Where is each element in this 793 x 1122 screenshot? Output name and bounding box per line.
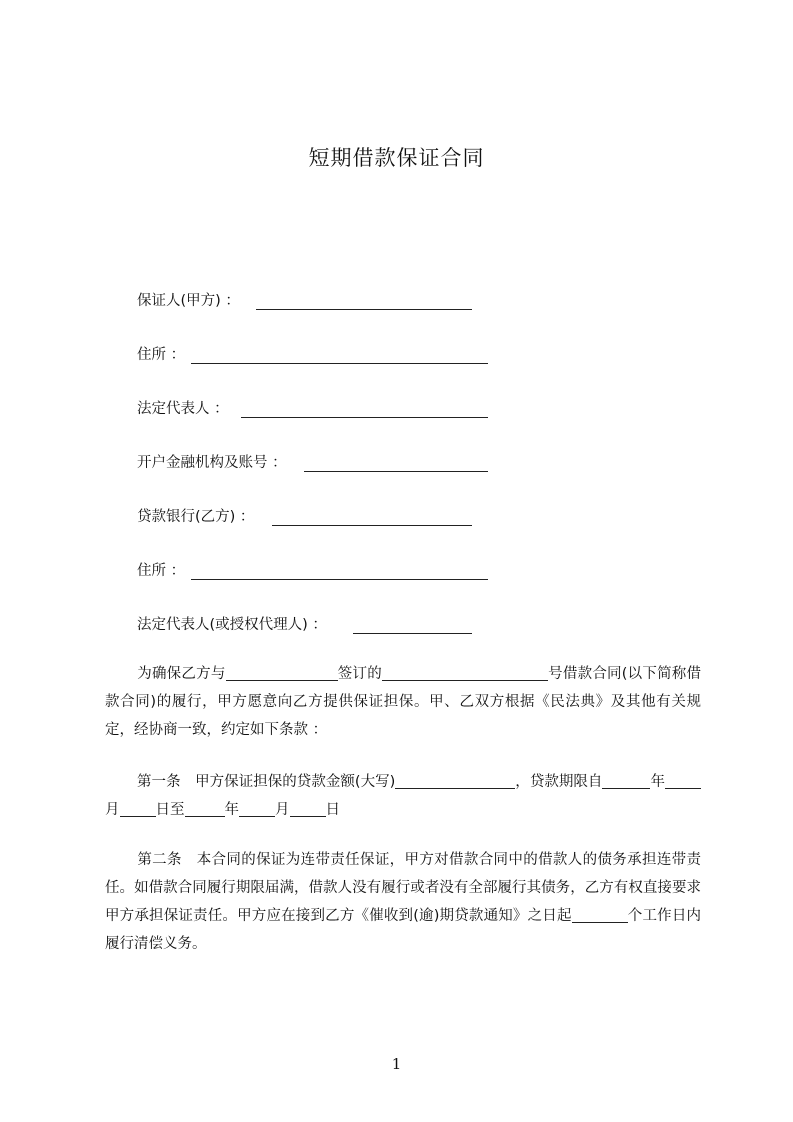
lender-representative-label: 法定代表人(或授权代理人) ： [137, 617, 327, 633]
lender-field [137, 507, 254, 527]
intro-text-1: 为确保乙方与 [137, 666, 226, 682]
start-month-blank[interactable] [665, 772, 701, 789]
intro-text-2: 签订的 [337, 666, 382, 682]
lender-representative-field [137, 615, 327, 635]
lender-address-label: 住所 ： [137, 563, 186, 579]
guarantor-representative-field [137, 399, 229, 419]
guarantor-field [137, 291, 240, 311]
guarantor-address-field [137, 345, 185, 365]
article-1-text-2: ，贷款期限自 [515, 774, 603, 790]
article-2-text-2: 个工作日内履行清偿义务。 [105, 908, 702, 952]
article-1-text-1: 第一条 甲方保证担保的贷款金额(大写) [137, 774, 396, 790]
guarantor-address-label: 住所 ： [137, 347, 186, 363]
working-days-blank[interactable] [572, 906, 628, 923]
article-1-day-2: 日 [325, 802, 340, 818]
guarantor-address-blank[interactable] [191, 363, 488, 364]
lender-label: 贷款银行(乙方) ： [137, 509, 255, 525]
intro-contract-number-blank[interactable] [382, 664, 548, 681]
bank-account-blank[interactable] [304, 471, 488, 472]
article-1-month-1: 月 [105, 802, 120, 818]
article-1-year-2: 年 [224, 802, 239, 818]
end-day-blank[interactable] [290, 800, 326, 817]
guarantor-representative-label: 法定代表人 ： [137, 401, 229, 417]
article-1-year-1: 年 [650, 774, 666, 790]
article-2-paragraph [105, 846, 701, 958]
end-month-blank[interactable] [239, 800, 275, 817]
document-title: 短期借款保证合同 [308, 146, 485, 170]
end-year-blank[interactable] [185, 800, 225, 817]
article-2-text-1: 第二条 本合同的保证为连带责任保证，甲方对借款合同中的借款人的债务承担连带责任。如借款合同履行期限届满，借款人没有履行或者没有全部履行其债务，乙方有权直接要求甲方承担保证责任。甲方应在接到乙方《催收到(逾)期贷款通知》之日起 [105, 852, 701, 924]
lender-address-field [137, 561, 185, 581]
loan-amount-blank[interactable] [395, 772, 515, 789]
lender-representative-blank[interactable] [353, 633, 472, 634]
lender-address-blank[interactable] [191, 579, 488, 580]
guarantor-representative-blank[interactable] [241, 417, 488, 418]
start-year-blank[interactable] [602, 772, 650, 789]
lender-blank[interactable] [272, 525, 472, 526]
bank-account-field [137, 453, 287, 473]
article-1-day-1: 日至 [155, 802, 185, 818]
intro-party-blank[interactable] [226, 664, 338, 681]
page-number: 1 [391, 1055, 402, 1073]
guarantor-label: 保证人(甲方) ： [137, 293, 240, 309]
article-1-month-2: 月 [275, 802, 290, 818]
bank-account-label: 开户金融机构及账号 ： [137, 455, 287, 471]
article-1-paragraph [105, 768, 701, 824]
intro-text-3: 号借款合同(以下简称借款合同)的履行，甲方愿意向乙方提供保证担保。甲、乙双方根据《民法典》及其他有关规定，经协商一致，约定如下条款 ： [105, 666, 702, 738]
start-day-blank[interactable] [120, 800, 156, 817]
guarantor-blank[interactable] [256, 309, 472, 310]
intro-paragraph [105, 660, 701, 744]
